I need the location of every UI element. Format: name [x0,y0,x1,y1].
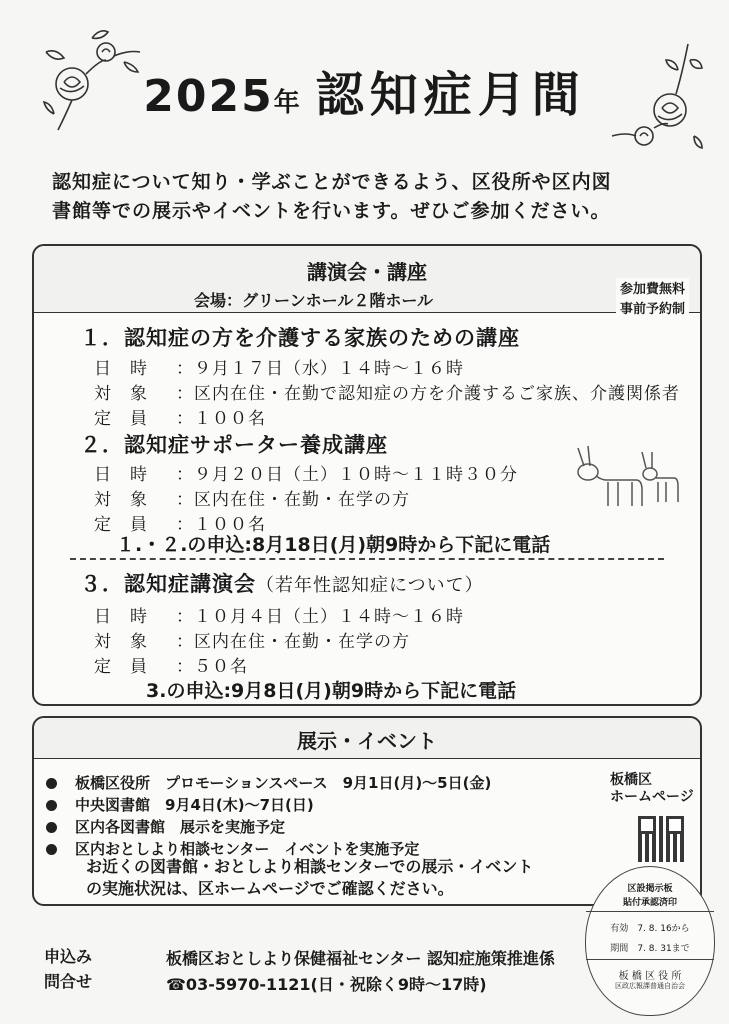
donkey-illustration-icon [572,442,682,512]
intro-line-1: 認知症について知り・学ぶことができるよう、区役所や区内図 [52,171,612,193]
apply-1-2: １.・２.の申込:8月18日(月)朝9時から下記に電話 [116,534,551,556]
events-section [32,716,702,906]
lecture-2-heading: ２．認知症サポーター養成講座 [80,433,388,457]
fee-note [616,278,689,322]
lectures-section [32,244,702,706]
lecture-3-note: （若年性認知症について） [256,575,484,596]
events-note-line-1: お近くの図書館・おとしより相談センターでの展示・イベント [86,857,534,876]
lecture-2-capacity: 定 員 ：１００名 [94,515,266,535]
stamp-divider-1 [586,911,714,912]
events-note [86,856,533,900]
page-title [0,56,729,125]
footer-organization: 板橋区おとしより保健福祉センター 認知症施策推進係 [166,949,555,968]
lectures-title: 講演会・講座 [307,260,427,284]
intro-line-2: 書館等での展示やイベントを行います。ぜひご参加ください。 [52,200,611,222]
event-item-4: 区内おとしより相談センター イベントを実施予定 [46,838,419,859]
lecture-1-date: 日 時 ：９月１７日（水）１４時～１６時 [94,359,464,379]
title-year: 2025 [143,71,274,122]
apply-3: 3.の申込:9月8日(月)朝9時から下記に電話 [146,680,517,702]
title-main: 認知症月間 [315,67,586,123]
stamp-office: 板 橋 区 役 所 [618,971,682,982]
stamp-divider-2 [586,959,714,960]
qr-code-icon[interactable] [638,816,684,862]
approval-stamp [585,866,715,1016]
stamp-valid: 有効 7. 8. 16から [610,924,690,934]
events-note-line-2: の実施状況は、区ホームページでご確認ください。 [86,879,454,898]
dashed-divider [70,558,664,560]
lecture-3-date: 日 時 ：１０月４日（土）１４時～１６時 [94,607,464,627]
bullet-icon [46,800,57,811]
footer-phone: ☎03-5970-1121(日・祝除く9時～17時) [166,975,487,994]
fee-reservation: 事前予約制 [620,302,686,317]
events-title: 展示・イベント [297,729,437,753]
homepage-label: 板橋区 ホームページ [610,772,694,805]
lecture-1-target: 対 象 ：区内在住・在勤で認知症の方を介護するご家族、介護関係者 [94,384,680,404]
lecture-2-target: 対 象 ：区内在住・在勤・在学の方 [94,490,410,510]
event-item-3: 区内各図書館 展示を実施予定 [46,816,285,837]
lecture-3-heading: ３．認知症講演会（若年性認知症について） [80,572,484,596]
title-year-suffix: 年 [273,88,302,118]
lecture-3-target: 対 象 ：区内在住・在勤・在学の方 [94,632,410,652]
bullet-icon [46,822,57,833]
bullet-icon [46,844,57,855]
lecture-1-heading: １．認知症の方を介護する家族のための講座 [80,326,520,350]
intro-text [52,168,692,226]
event-item-2: 中央図書館 9月4日(木)～7日(日) [46,794,314,815]
stamp-line-1: 区設掲示板 [627,884,673,894]
lecture-1-capacity: 定 員 ：１００名 [94,409,266,429]
fee-free: 参加費無料 [620,282,686,297]
lecture-2-date: 日 時 ：９月２０日（土）１０時～１１時３０分 [94,465,518,485]
lectures-venue: 会場：グリーンホール２階ホール [194,291,434,310]
lecture-3-capacity: 定 員 ：５０名 [94,657,248,677]
event-item-1: 板橋区役所 プロモーションスペース 9月1日(月)～5日(金) [46,772,491,793]
footer-label: 申込み 問合せ [44,947,93,991]
stamp-period: 期間 7. 8. 31まで [610,944,690,954]
bullet-icon [46,778,57,789]
stamp-line-2: 貼付承認済印 [622,898,677,908]
stamp-office-2: 区政広報課普通自治会 [615,982,685,990]
